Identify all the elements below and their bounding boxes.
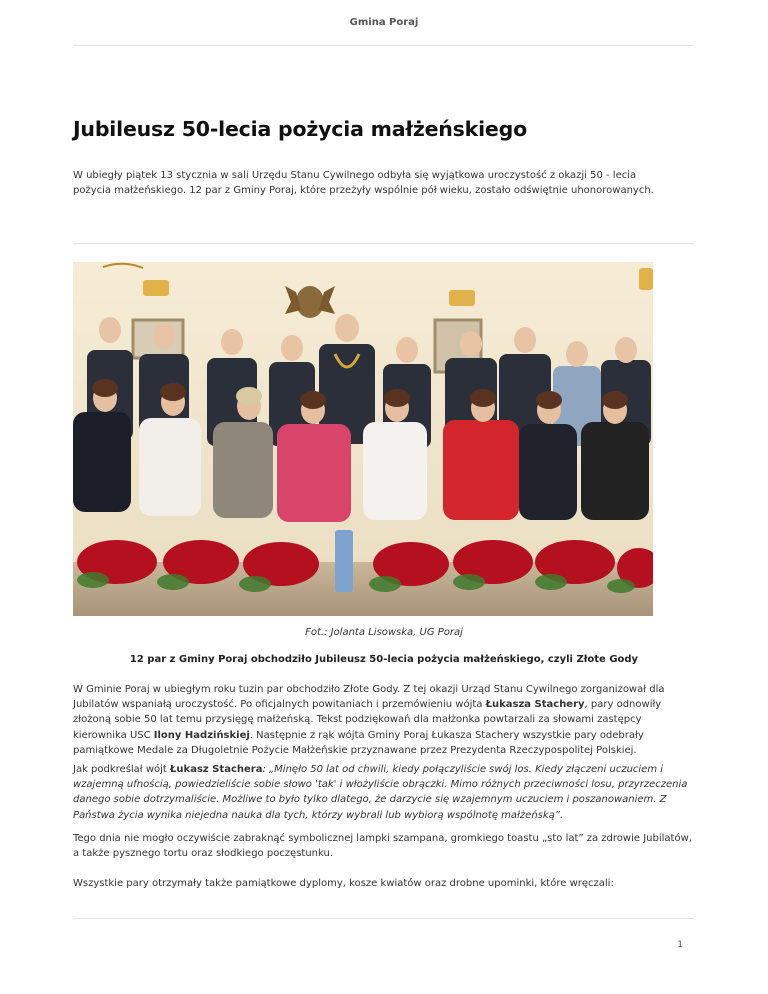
lead-divider <box>73 243 694 244</box>
paragraph-2-text-a: Jak podkreślał wójt <box>73 764 171 775</box>
paragraph-1-text-a: W Gminie Poraj w ubiegłym roku tuzin par obchodziło Złote Gody. Z tej okazji Urząd Stanu Cywilnego zorganizował dla Jubilatów wspaniałą uroczystość. Po oficjalnych powitaniach i przemówieniu wójta <box>73 684 665 711</box>
photo-caption: Fot.: Jolanta Lisowska, UG Poraj <box>305 627 463 638</box>
paragraph-4: Wszystkie pary otrzymały także pamiątkowe dyplomy, kosze kwiatów oraz drobne upominki, które wręczali: <box>73 878 614 889</box>
paragraph-1 <box>73 682 695 758</box>
paragraph-1-text-d: . Następnie z rąk wójta Gminy Poraj Łukasza Stachery wszystkie pary odebrały pamiątkowe Medale za Długoletnie Pożycie Małżeńskie przyznawane przez Prezydenta Rzeczypospolitej Polskiej. <box>73 729 644 756</box>
footer-divider <box>73 918 694 919</box>
article-lead: W ubiegły piątek 13 stycznia w sali Urzędu Stanu Cywilnego odbyła się wyjątkowa uroczystość z okazji 50 - lecia pożycia małżeńskiego. 12 par z Gminy Poraj, które przeżyły wspólnie pół wieku, zostało odświętnie uhonorowanych. <box>73 170 654 196</box>
group-photo <box>73 262 653 616</box>
site-header: Gmina Poraj <box>349 17 419 28</box>
paragraph-1-text-c: , pary odnowiły złożoną sobie 50 lat temu przysięgę małżeńską. Tekst podziękowań dla małżonka powtarzali za słowami zastępcy kierownika USC <box>73 699 662 741</box>
paragraph-1-bold-deputy: Ilony Hadzińskiej <box>153 729 250 741</box>
paragraph-1-bold-mayor: Łukasza Stachery <box>485 699 585 711</box>
article-title: Jubileusz 50-lecia pożycia małżeńskiego <box>73 117 527 141</box>
article-subheading: 12 par z Gminy Poraj obchodziło Jubileusz 50-lecia pożycia małżeńskiego, czyli Złote Gody <box>129 654 639 665</box>
header-divider <box>73 45 694 46</box>
paragraph-3: Tego dnia nie mogło oczywiście zabraknąć symbolicznej lampki szampana, gromkiego toastu „sto lat” za zdrowie Jubilatów, a także pysznego tortu oraz słodkiego poczęstunku. <box>73 833 692 860</box>
paragraph-2-bold-mayor: Łukasz Stachera <box>170 764 263 775</box>
paragraph-2 <box>73 762 695 823</box>
page-number: 1 <box>677 940 683 950</box>
paragraph-2-quote: : „Minęło 50 lat od chwili, kiedy połączyliście swój los. Kiedy złączeni uczuciem i wzajemną ufnością, powiedzieliście sobie słowo 'tak' i włożyliście obrączki. Mimo różnych przeciwności losu, przyrzeczenia danego sobie dotrzymaliście. Możliwe to było tylko dlatego, że darzycie się wzajemnym uczuciem i poszanowaniem. Z Państwa życia wynika niejedna nauka dla tych, którzy wybrali lub wybiorą wspólnotę małżeńską”. <box>73 764 688 821</box>
